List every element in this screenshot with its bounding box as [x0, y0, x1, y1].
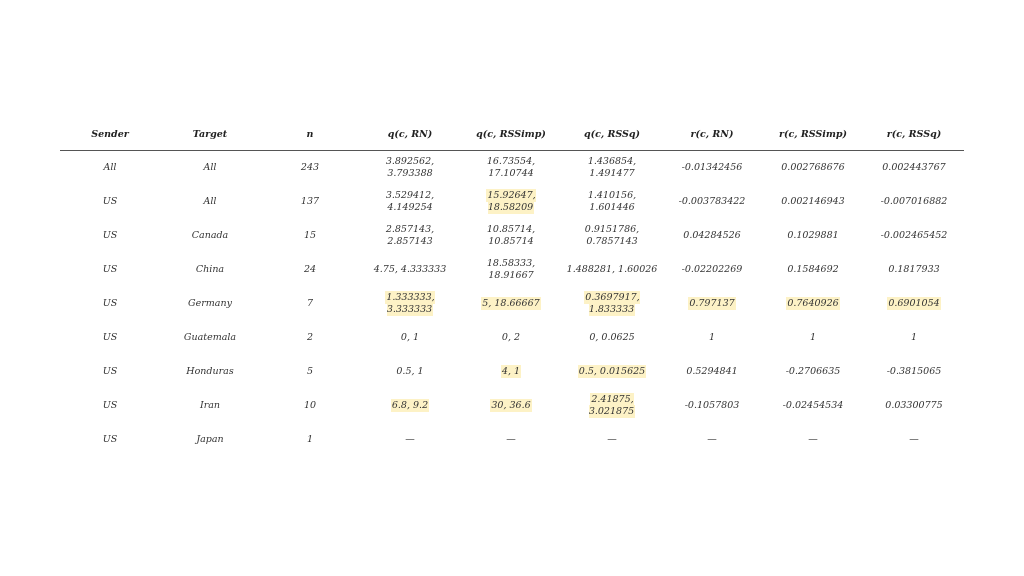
cell-q-rn-value: 0, 1: [400, 332, 420, 343]
cell-target-value: Canada: [191, 230, 229, 241]
cell-n-value: 5: [306, 366, 314, 377]
cell-q-rssq: [562, 287, 662, 321]
cell-q-rssimp-value: 30, 36.6: [491, 400, 531, 411]
cell-r-rssq-value: 0.1817933: [888, 264, 940, 275]
cell-q-rssimp: [460, 355, 562, 389]
cell-q-rssimp-value: —: [506, 434, 516, 445]
table-row: [60, 185, 964, 219]
cell-r-rssimp: [762, 389, 864, 423]
cell-sender: [60, 389, 160, 423]
cell-r-rssimp-value: 0.002768676: [781, 162, 845, 173]
cell-n: [260, 423, 360, 457]
cell-sender: [60, 321, 160, 355]
cell-q-rssq-value: 2.41875, 3.021875: [588, 394, 635, 417]
cell-r-rssimp: [762, 219, 864, 253]
cell-q-rn: [360, 151, 460, 186]
cell-sender-value: US: [102, 366, 118, 377]
cell-r-rn: [662, 287, 762, 321]
cell-q-rn: [360, 219, 460, 253]
cell-r-rssq-value: -0.3815065: [886, 366, 942, 377]
cell-q-rssimp-value: 18.58333, 18.91667: [486, 258, 536, 281]
cell-n: [260, 321, 360, 355]
table-row: [60, 423, 964, 457]
cell-r-rn-value: -0.01342456: [681, 162, 743, 173]
cell-q-rssimp: [460, 151, 562, 186]
cell-sender: [60, 185, 160, 219]
cell-n-value: 10: [303, 400, 317, 411]
cell-sender-value: US: [102, 196, 118, 207]
cell-r-rn: [662, 253, 762, 287]
cell-n-value: 1: [306, 434, 314, 445]
cell-r-rssq: [864, 219, 964, 253]
cell-target: [160, 151, 260, 186]
cell-target: [160, 185, 260, 219]
cell-q-rssq: [562, 423, 662, 457]
cell-target: [160, 355, 260, 389]
cell-r-rn-value: 0.5294841: [686, 366, 738, 377]
cell-q-rssq: [562, 355, 662, 389]
cell-q-rssq: [562, 185, 662, 219]
cell-n-value: 24: [303, 264, 317, 275]
cell-r-rn: [662, 185, 762, 219]
cell-q-rssimp-value: 4, 1: [501, 366, 521, 377]
cell-r-rssimp: [762, 185, 864, 219]
cell-sender-value: US: [102, 400, 118, 411]
cell-r-rn: [662, 219, 762, 253]
cell-target: [160, 321, 260, 355]
cell-r-rssq: [864, 253, 964, 287]
cell-target-value: Guatemala: [183, 332, 237, 343]
cell-q-rn: [360, 355, 460, 389]
cell-n: [260, 185, 360, 219]
table-row: [60, 389, 964, 423]
cell-q-rn-value: 3.529412, 4.149254: [385, 190, 435, 213]
table-row: [60, 355, 964, 389]
cell-target-value: Germany: [188, 298, 232, 309]
cell-r-rssq: [864, 389, 964, 423]
table-body: [60, 151, 964, 458]
cell-q-rn: [360, 185, 460, 219]
cell-sender: [60, 287, 160, 321]
cell-r-rssimp-value: -0.02454534: [782, 400, 844, 411]
header-r-rn: r(c, RN): [662, 118, 762, 151]
cell-r-rn-value: —: [707, 434, 717, 445]
cell-r-rn: [662, 151, 762, 186]
cell-r-rssq-value: —: [909, 434, 919, 445]
cell-sender: [60, 253, 160, 287]
cell-q-rn-value: 1.333333, 3.333333: [386, 292, 435, 315]
cell-n: [260, 389, 360, 423]
cell-r-rssimp: [762, 253, 864, 287]
cell-q-rssimp: [460, 423, 562, 457]
cell-sender-value: US: [102, 332, 118, 343]
cell-n-value: 137: [300, 196, 320, 207]
cell-r-rssq: [864, 185, 964, 219]
cell-q-rn-value: —: [405, 434, 415, 445]
cell-n: [260, 219, 360, 253]
cell-q-rssq-value: 1.410156, 1.601446: [587, 190, 637, 213]
cell-sender-value: US: [102, 298, 118, 309]
cell-target: [160, 253, 260, 287]
cell-r-rssimp: [762, 321, 864, 355]
cell-n: [260, 151, 360, 186]
cell-q-rssq-value: 1.488281, 1.60026: [566, 264, 658, 275]
table-row: [60, 321, 964, 355]
cell-r-rssq-value: 1: [910, 332, 918, 343]
cell-target-value: Japan: [196, 434, 224, 445]
results-table: [60, 118, 964, 457]
cell-sender-value: US: [102, 434, 118, 445]
cell-r-rssimp-value: 0.002146943: [781, 196, 845, 207]
cell-n-value: 15: [303, 230, 317, 241]
cell-n: [260, 287, 360, 321]
cell-n: [260, 355, 360, 389]
cell-sender: [60, 219, 160, 253]
cell-q-rssq-value: 0.9151786, 0.7857143: [584, 224, 640, 247]
cell-r-rn-value: -0.003783422: [678, 196, 746, 207]
cell-q-rn: [360, 423, 460, 457]
cell-n-value: 243: [300, 162, 320, 173]
cell-target: [160, 389, 260, 423]
cell-target-value: China: [195, 264, 225, 275]
cell-r-rssimp: [762, 423, 864, 457]
cell-r-rssimp-value: —: [808, 434, 818, 445]
cell-r-rssimp-value: -0.2706635: [785, 366, 841, 377]
cell-r-rssq: [864, 287, 964, 321]
cell-q-rssimp: [460, 219, 562, 253]
cell-q-rssq: [562, 219, 662, 253]
cell-r-rssq: [864, 355, 964, 389]
cell-r-rssimp: [762, 287, 864, 321]
cell-q-rssq: [562, 321, 662, 355]
cell-sender-value: US: [102, 230, 118, 241]
cell-r-rssq: [864, 423, 964, 457]
cell-r-rn-value: 0.797137: [689, 298, 735, 309]
cell-r-rssq: [864, 151, 964, 186]
cell-r-rssq-value: -0.007016882: [880, 196, 948, 207]
cell-q-rssq-value: 0.5, 0.015625: [578, 366, 646, 377]
cell-q-rssimp-value: 10.85714, 10.85714: [486, 224, 536, 247]
cell-q-rssq-value: 0.3697917, 1.833333: [585, 292, 640, 315]
header-r-rssimp: r(c, RSSimp): [762, 118, 864, 151]
header-sender: Sender: [60, 118, 160, 151]
cell-q-rn-value: 4.75, 4.333333: [373, 264, 447, 275]
cell-q-rssimp-value: 15.92647, 18.58209: [487, 190, 536, 213]
cell-r-rssq-value: -0.002465452: [880, 230, 948, 241]
cell-q-rssq: [562, 151, 662, 186]
cell-q-rssimp-value: 16.73554, 17.10744: [486, 156, 536, 179]
cell-r-rssimp-value: 0.1584692: [787, 264, 839, 275]
cell-r-rn-value: -0.1057803: [684, 400, 740, 411]
cell-q-rn: [360, 321, 460, 355]
cell-q-rssimp: [460, 185, 562, 219]
header-n: n: [260, 118, 360, 151]
cell-sender: [60, 355, 160, 389]
cell-target-value: All: [203, 162, 217, 173]
results-table-container: [60, 118, 964, 457]
cell-q-rssimp-value: 5, 18.66667: [482, 298, 540, 309]
cell-r-rn: [662, 321, 762, 355]
cell-n: [260, 253, 360, 287]
table-row: [60, 287, 964, 321]
cell-target: [160, 423, 260, 457]
cell-r-rssimp-value: 0.1029881: [787, 230, 839, 241]
cell-r-rn-value: 1: [708, 332, 716, 343]
cell-sender-value: US: [102, 264, 118, 275]
cell-sender-value: All: [103, 162, 117, 173]
table-row: [60, 151, 964, 186]
cell-q-rn-value: 2.857143, 2.857143: [385, 224, 435, 247]
header-r-rssq: r(c, RSSq): [864, 118, 964, 151]
cell-q-rn: [360, 287, 460, 321]
cell-q-rssimp: [460, 389, 562, 423]
cell-target-value: Honduras: [186, 366, 234, 377]
cell-r-rssq-value: 0.6901054: [888, 298, 940, 309]
cell-q-rn-value: 6.8, 9.2: [391, 400, 429, 411]
cell-n-value: 7: [306, 298, 314, 309]
cell-q-rssimp: [460, 253, 562, 287]
cell-target: [160, 219, 260, 253]
cell-q-rssimp: [460, 321, 562, 355]
cell-r-rssimp: [762, 355, 864, 389]
header-q-rn: q(c, RN): [360, 118, 460, 151]
cell-n-value: 2: [306, 332, 314, 343]
cell-r-rssimp: [762, 151, 864, 186]
cell-q-rssq: [562, 253, 662, 287]
cell-q-rn-value: 3.892562, 3.793388: [385, 156, 435, 179]
cell-r-rssq-value: 0.03300775: [885, 400, 943, 411]
cell-q-rssimp: [460, 287, 562, 321]
cell-target-value: Iran: [199, 400, 221, 411]
cell-q-rn: [360, 253, 460, 287]
cell-q-rssq-value: —: [607, 434, 617, 445]
cell-r-rn: [662, 355, 762, 389]
cell-r-rn-value: -0.02202269: [681, 264, 743, 275]
cell-r-rssimp-value: 0.7640926: [787, 298, 839, 309]
table-row: [60, 219, 964, 253]
cell-q-rssq-value: 0, 0.0625: [589, 332, 635, 343]
cell-r-rssq: [864, 321, 964, 355]
cell-r-rssq-value: 0.002443767: [882, 162, 946, 173]
cell-q-rssq: [562, 389, 662, 423]
cell-r-rn-value: 0.04284526: [683, 230, 741, 241]
header-row: [60, 118, 964, 151]
cell-q-rssimp-value: 0, 2: [501, 332, 521, 343]
header-q-rssimp: q(c, RSSimp): [460, 118, 562, 151]
cell-q-rn: [360, 389, 460, 423]
cell-target-value: All: [203, 196, 217, 207]
cell-q-rn-value: 0.5, 1: [396, 366, 424, 377]
cell-q-rssq-value: 1.436854, 1.491477: [587, 156, 637, 179]
cell-sender: [60, 423, 160, 457]
cell-r-rn: [662, 423, 762, 457]
cell-r-rn: [662, 389, 762, 423]
table-row: [60, 253, 964, 287]
cell-r-rssimp-value: 1: [809, 332, 817, 343]
cell-sender: [60, 151, 160, 186]
header-q-rssq: q(c, RSSq): [562, 118, 662, 151]
cell-target: [160, 287, 260, 321]
header-target: Target: [160, 118, 260, 151]
